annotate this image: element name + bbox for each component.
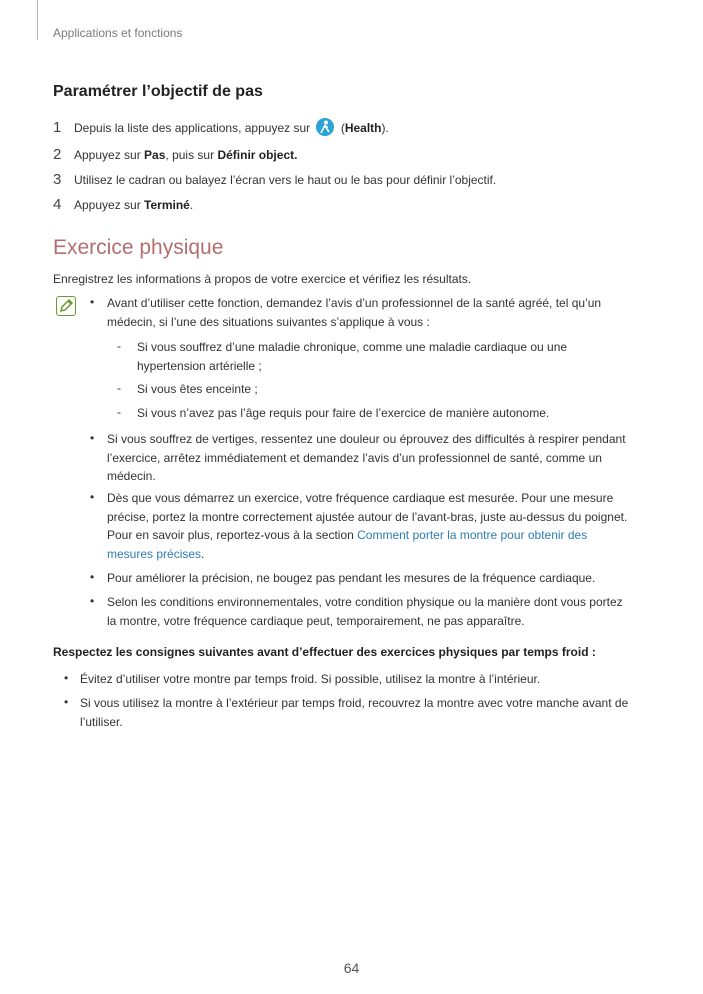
note-1-dash-3: Si vous n’avez pas l’âge requis pour faire de l’exercice de manière autonome.	[137, 406, 550, 420]
header-divider	[37, 0, 38, 40]
note-2: Si vous souffrez de vertiges, ressentez une douleur ou éprouvez des difficultés à respirer pendant l’exercice, arrêtez immédiatement et demandez l’avis d’un professionnel de santé, comme un médecin.	[107, 432, 626, 483]
step-2: 2 Appuyez sur Pas, puis sur Définir object.	[53, 146, 298, 163]
note-3: Dès que vous démarrez un exercice, votre fréquence cardiaque est mesurée. Pour une mesure précise, portez la montre correctement ajustée autour de l’avant-bras, juste au-dessus du poignet. Pour en savoir plus, reportez-vous à la section Comment porter la montre pour obtenir des mesures précises.	[107, 491, 628, 561]
note-5: Selon les conditions environnementales, votre condition physique ou la manière dont vous portez la montre, votre fréquence cardiaque peut, temporairement, ne pas apparaître.	[107, 595, 623, 628]
step-3: 3 Utilisez le cadran ou balayez l’écran vers le haut ou le bas pour définir l’objectif.	[53, 171, 497, 188]
bullet: •	[90, 570, 95, 584]
health-app-icon	[316, 118, 334, 136]
cold-weather-heading: Respectez les consignes suivantes avant d’effectuer des exercices physiques par temps froid :	[53, 645, 596, 659]
note-1-dash-1: Si vous souffrez d’une maladie chronique, comme une maladie cardiaque ou une hypertension artérielle ;	[137, 340, 568, 373]
bullet: •	[90, 490, 95, 504]
note-pencil-icon	[56, 296, 76, 316]
bullet: •	[64, 671, 69, 685]
dash: -	[117, 339, 121, 353]
fit-guide-link[interactable]: Comment porter la montre pour obtenir des	[357, 528, 588, 542]
fit-guide-link-cont[interactable]: mesures précises	[107, 546, 202, 561]
bullet: •	[64, 695, 69, 709]
note-4: Pour améliorer la précision, ne bougez pas pendant les mesures de la fréquence cardiaque.	[107, 571, 596, 585]
note-1-dash-2: Si vous êtes enceinte ;	[137, 382, 258, 396]
step-4: 4 Appuyez sur Terminé.	[53, 196, 194, 213]
exercise-title: Exercice physique	[53, 236, 224, 259]
page-number: 64	[343, 960, 360, 976]
cold-bullet-1: Évitez d’utiliser votre montre par temps froid. Si possible, utilisez la montre à l’intérieur.	[80, 672, 541, 686]
cold-bullet-2: Si vous utilisez la montre à l’extérieur par temps froid, recouvrez la montre avec votre manche avant de l’utiliser.	[80, 696, 629, 729]
steps-title: Paramétrer l’objectif de pas	[53, 83, 263, 100]
dash: -	[117, 381, 121, 395]
note-1: Avant d’utiliser cette fonction, demandez l’avis d’un professionnel de la santé agréé, tel qu’un médecin, si l’une des situations suivantes s’applique à vous :	[107, 296, 602, 329]
exercise-intro: Enregistrez les informations à propos de votre exercice et vérifiez les résultats.	[53, 272, 472, 286]
bullet: •	[90, 431, 95, 445]
bullet: •	[90, 295, 95, 309]
section-header: Applications et fonctions	[53, 26, 183, 40]
dash: -	[117, 405, 121, 419]
bullet: •	[90, 594, 95, 608]
step-1: 1 Depuis la liste des applications, appuyez sur (Health).	[53, 119, 389, 136]
